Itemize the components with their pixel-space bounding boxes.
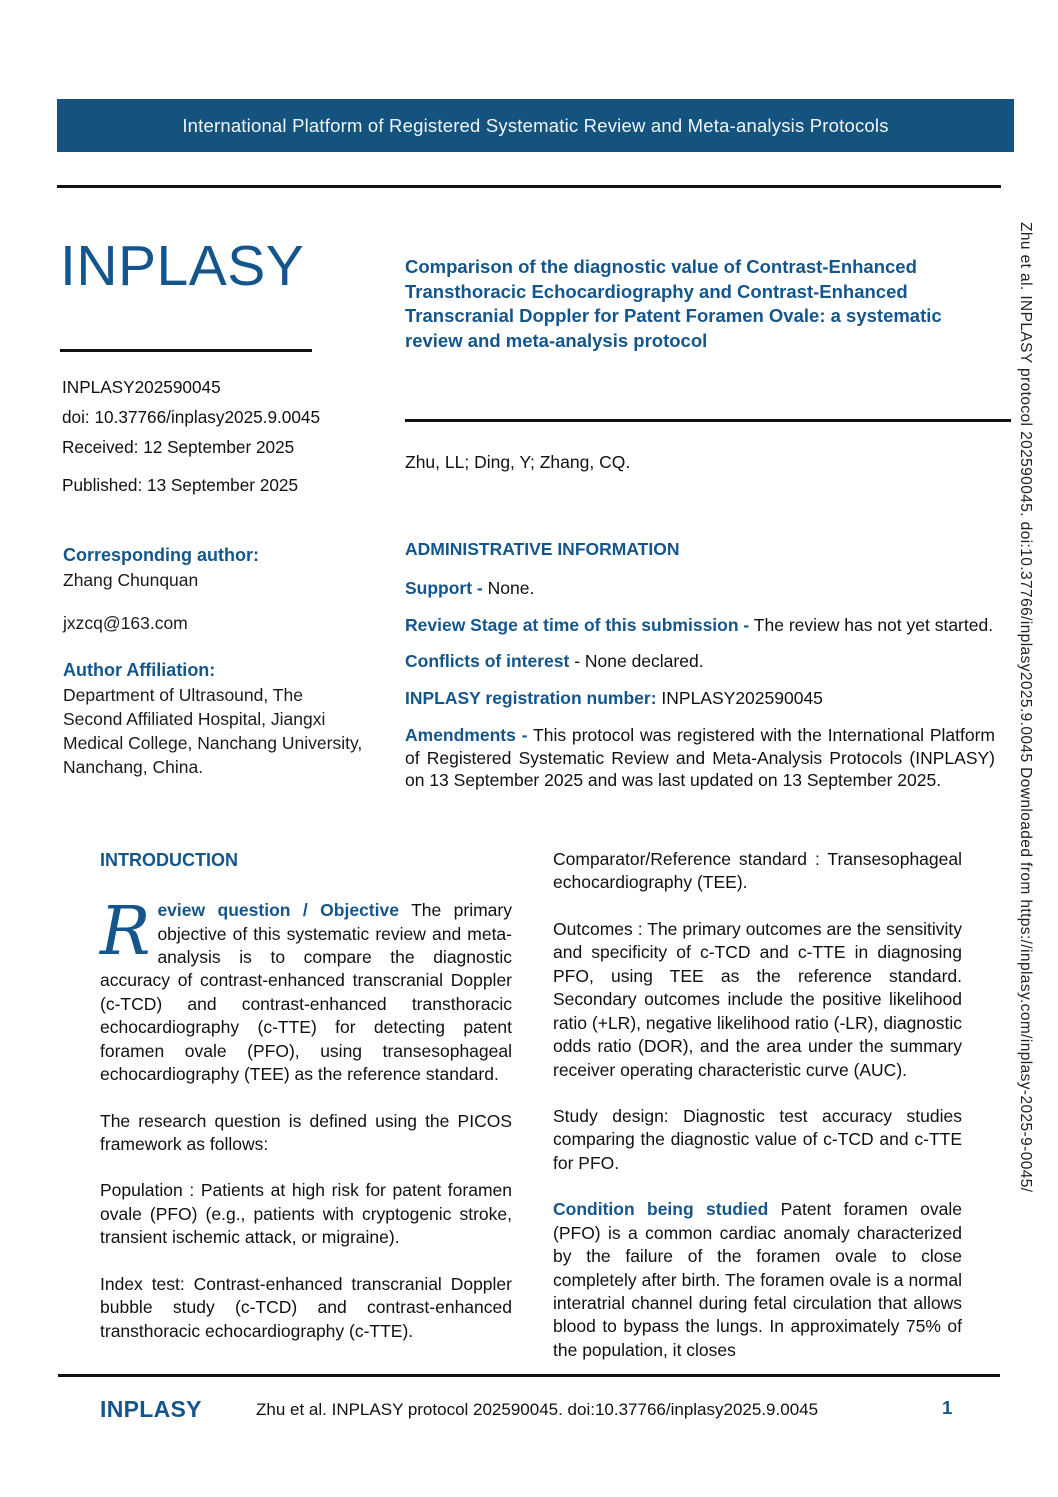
admin-item-review-stage-label: Review Stage at time of this submission -	[405, 614, 750, 635]
footer-page-number: 1	[942, 1397, 953, 1418]
admin-heading: ADMINISTRATIVE INFORMATION	[405, 539, 680, 559]
picos-paragraph: The research question is defined using the PICOS framework as follows:	[100, 1110, 512, 1155]
index-test-paragraph: Index test: Contrast-enhanced transcranial Doppler bubble study (c-TCD) and contrast-enhanced transthoracic echocardiography (c-TTE).	[100, 1273, 512, 1341]
protocol-metadata	[62, 372, 362, 500]
right-body-column	[553, 848, 962, 1385]
affiliation-label: Author Affiliation:	[63, 660, 216, 681]
inplasy-logo: INPLASY	[60, 234, 305, 298]
study-design-paragraph: Study design: Diagnostic test accuracy studies comparing the diagnostic value of c-TCD and c-TTE for PFO.	[553, 1105, 962, 1173]
condition-text: Patent foramen ovale (PFO) is a common cardiac anomaly characterized by the failure of the foramen ovale to close completely after birth. The foramen ovale is a normal interatrial channel during fetal circulation that allows blood to bypass the lungs. In approximately 75% of the population, it closes	[553, 1199, 962, 1360]
dropcap-letter: R	[100, 892, 151, 971]
footer-citation: Zhu et al. INPLASY protocol 202590045. doi:10.37766/inplasy2025.9.0045	[256, 1400, 819, 1419]
outcomes-paragraph: Outcomes : The primary outcomes are the sensitivity and specificity of c-TCD and c-TTE in diagnosing PFO, using TEE as the reference standard. Secondary outcomes include the positive likelihood ratio (+LR), negative likelihood ratio (-LR), diagnostic odds ratio (DOR), and the area under the summary receiver operating characteristic curve (AUC).	[553, 918, 963, 1080]
introduction-heading: INTRODUCTION	[100, 850, 238, 870]
corresponding-author-name: Zhang Chunquan	[63, 569, 199, 590]
title-divider	[405, 419, 1011, 422]
corresponding-author-block	[63, 543, 363, 780]
review-question-lead: eview question / Objective	[157, 900, 399, 921]
admin-item-conflicts-label: Conflicts of interest	[405, 651, 570, 672]
registration-id: INPLASY202590045	[62, 377, 221, 397]
admin-item-registration-text: INPLASY202590045	[656, 688, 823, 708]
admin-item-review-stage-text: The review has not yet started.	[749, 614, 994, 635]
admin-item-registration	[405, 687, 995, 710]
admin-item-review-stage	[405, 614, 995, 637]
footer-divider	[58, 1374, 1000, 1377]
review-question-paragraph	[100, 892, 512, 1087]
corresponding-author-email: jxzcq@163.com	[63, 612, 188, 633]
admin-item-support-label: Support -	[405, 577, 483, 598]
condition-paragraph	[553, 1198, 962, 1362]
admin-item-support	[405, 577, 995, 600]
doi-line: doi: 10.37766/inplasy2025.9.0045	[62, 407, 321, 427]
administrative-information	[405, 538, 995, 806]
introduction-column	[100, 848, 512, 1366]
admin-item-amendments	[405, 724, 995, 792]
comparator-paragraph: Comparator/Reference standard : Transesophageal echocardiography (TEE).	[553, 849, 962, 893]
footer-logo: INPLASY	[100, 1396, 202, 1422]
published-date: Published: 13 September 2025	[62, 475, 299, 495]
admin-item-registration-label: INPLASY registration number:	[405, 688, 657, 708]
received-date: Received: 12 September 2025	[62, 437, 295, 457]
admin-item-amendments-label: Amendments -	[405, 724, 528, 745]
corresponding-author-label: Corresponding author:	[63, 545, 259, 565]
platform-banner	[57, 99, 1014, 152]
population-paragraph: Population : Patients at high risk for patent foramen ovale (PFO) (e.g., patients with cryptogenic stroke, transient ischemic attack, or migraine).	[100, 1180, 512, 1248]
header-divider	[57, 185, 1001, 188]
admin-item-support-text: None.	[482, 577, 535, 598]
protocol-title: Comparison of the diagnostic value of Contrast-Enhanced Transthoracic Echocardiography and Contrast-Enhanced Transcranial Doppler for Patent Foramen Ovale: a systematic review and meta-analysis protocol	[405, 256, 942, 351]
authors-line: Zhu, LL; Ding, Y; Zhang, CQ.	[405, 452, 631, 472]
platform-banner-title: International Platform of Registered Systematic Review and Meta-analysis Protocols	[182, 114, 889, 136]
sidebar-vertical-citation: Zhu et al. INPLASY protocol 202590045. doi:10.37766/inplasy2025.9.0045 Downloaded from https://inplasy.com/inplasy-2025-9-0045/	[1017, 222, 1034, 1193]
logo-divider	[60, 349, 312, 352]
admin-item-conflicts-text: - None declared.	[569, 651, 704, 672]
condition-lead: Condition being studied	[553, 1199, 769, 1220]
review-question-text: The primary objective of this systematic review and meta-analysis is to compare the diagnostic accuracy of contrast-enhanced transcranial Doppler (c-TCD) and contrast-enhanced transthoracic echocardiography (c-TTE) for detecting patent foramen ovale (PFO), using transesophageal echocardiography (TEE) as the reference standard.	[100, 900, 512, 1085]
admin-item-conflicts	[405, 650, 995, 673]
admin-item-amendments-text: This protocol was registered with the International Platform of Registered Systematic Review and Meta-Analysis Protocols (INPLASY) on 13 September 2025 and was last updated on 13 September 2025.	[405, 724, 995, 791]
affiliation-text: Department of Ultrasound, The Second Affiliated Hospital, Jiangxi Medical College, Nanchang University, Nanchang, China.	[63, 684, 363, 778]
